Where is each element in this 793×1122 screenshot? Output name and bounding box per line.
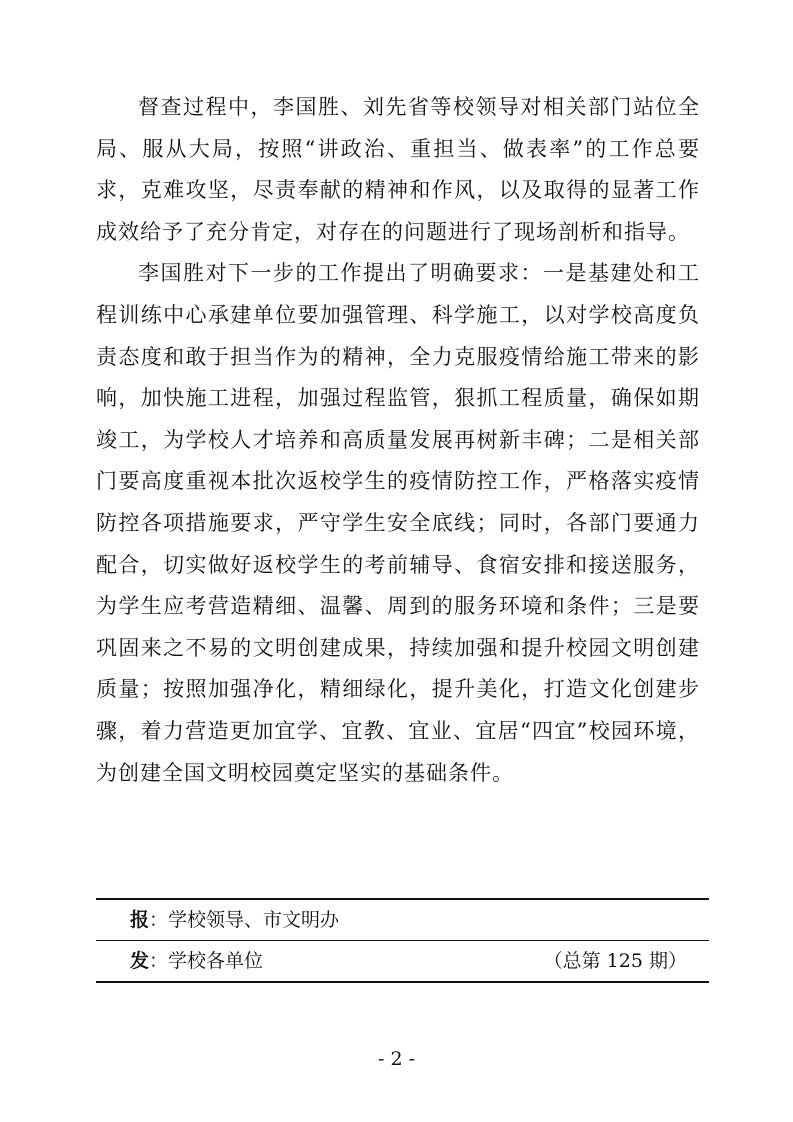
report-recipients: ：学校领导、市文明办 [149, 909, 340, 931]
distribution-footer [96, 898, 709, 983]
send-row [96, 940, 709, 981]
report-row [96, 900, 709, 940]
paragraph-inspection-summary: 督查过程中，李国胜、刘先省等校领导对相关部门站位全局、服从大局，按照“讲政治、重担当、做表率”的工作总要求，克难攻坚，尽责奉献的精神和作风，以及取得的显著工作成效给予了充分肯定，对存在的问题进行了现场剖析和指导。 [96, 95, 700, 244]
issue-number: （总第 125 期） [543, 950, 687, 972]
paragraph-work-requirements: 李国胜对下一步的工作提出了明确要求：一是基建处和工程训练中心承建单位要加强管理、科学施工，以对学校高度负责态度和敢于担当作为的精神，全力克服疫情给施工带来的影响，加快施工进程，加强过程监管，狠抓工程质量，确保如期竣工，为学校人才培养和高质量发展再树新丰碑；二是相关部门要高度重视本批次返校学生的疫情防控工作，严格落实疫情防控各项措施要求，严守学生安全底线；同时，各部门要通力配合，切实做好返校学生的考前辅导、食宿安排和接送服务，为学生应考营造精细、温馨、周到的服务环境和条件；三是要巩固来之不易的文明创建成果，持续加强和提升校园文明创建质量；按照加强净化，精细绿化，提升美化，打造文化创建步骤，着力营造更加宜学、宜教、宜业、宜居“四宜”校园环境，为创建全国文明校园奠定坚实的基础条件。 [96, 261, 700, 785]
send-recipients: ：学校各单位 [149, 950, 264, 972]
send-label: 发 [130, 950, 150, 972]
document-body [96, 87, 700, 794]
page-number: - 2 - [377, 1048, 415, 1070]
report-label: 报 [130, 909, 150, 931]
